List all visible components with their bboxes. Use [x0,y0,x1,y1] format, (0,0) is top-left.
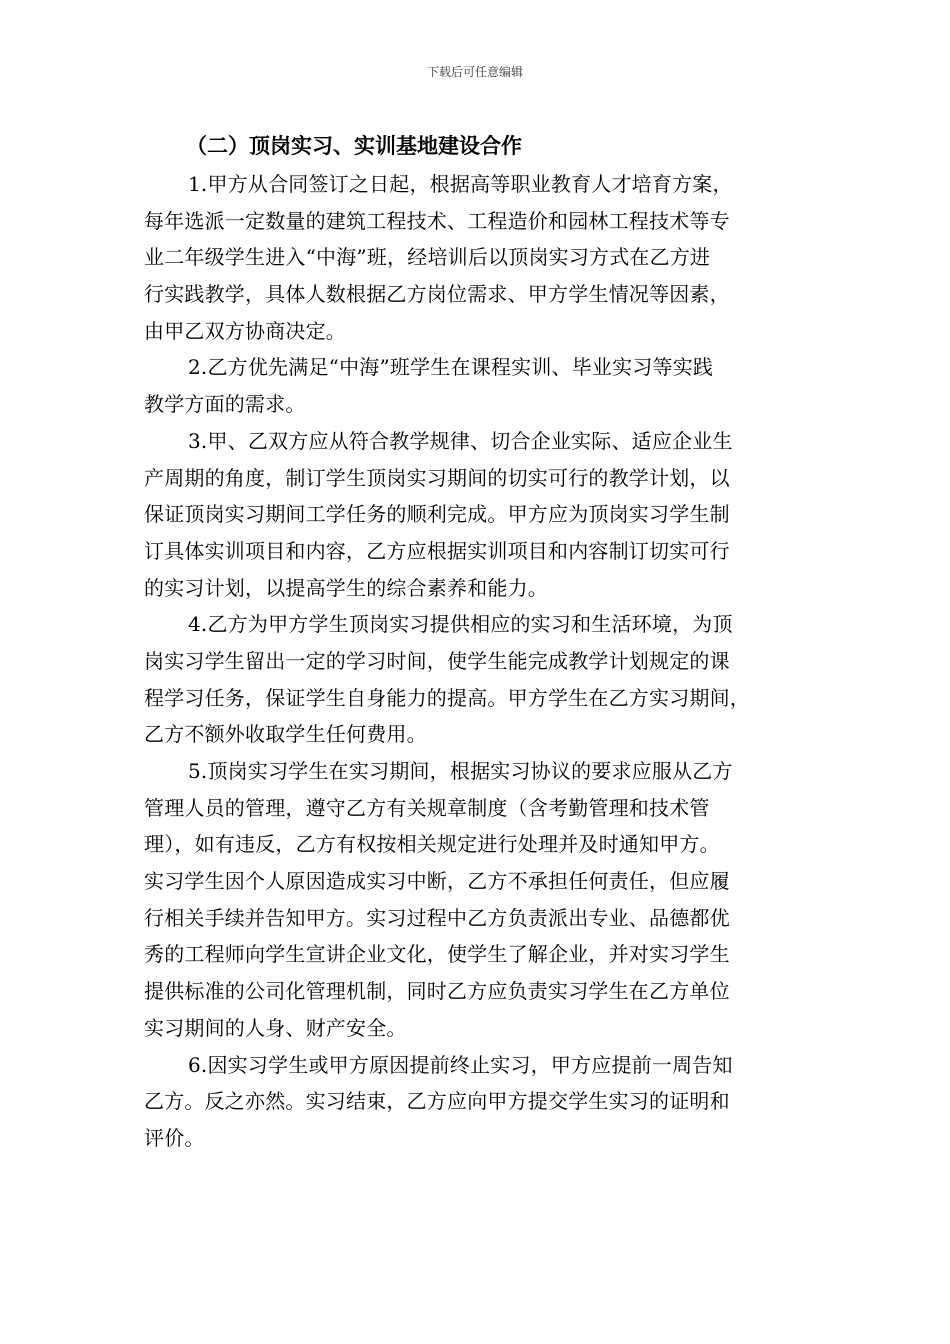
paragraph-line: 实习学生因个人原因造成实习中断，乙方不承担任何责任，但应履 [144,869,730,894]
document-body [144,126,818,1157]
paragraph-line: 保证顶岗实习期间工学任务的顺利完成。甲方应为顶岗实习学生制 [144,502,730,527]
paragraph-line: 每年选派一定数量的建筑工程技术、工程造价和园林工程技术等专 [144,208,730,233]
paragraph-line: 由甲乙双方协商决定。 [144,318,346,343]
paragraph-line: 6.因实习学生或甲方原因提前终止实习，甲方应提前一周告知 [188,1052,733,1077]
paragraph-line: 理），如有违反，乙方有权按相关规定进行处理并及时通知甲方。 [144,832,720,857]
paragraph-line: 评价。 [144,1125,205,1150]
paragraph-line: 提供标准的公司化管理机制，同时乙方应负责实习学生在乙方单位 [144,979,730,1004]
paragraph-line: 教学方面的需求。 [144,392,306,417]
paragraph-line: 4.乙方为甲方学生顶岗实习提供相应的实习和生活环境，为顶 [188,612,733,637]
paragraph-line: 管理人员的管理，遵守乙方有关规章制度（含考勤管理和技术管 [144,795,710,820]
paragraph-6 [144,1047,818,1157]
paragraph-line: 1.甲方从合同签订之日起，根据高等职业教育人才培育方案， [188,172,733,196]
page-header-note: 下载后可任意编辑 [426,65,523,79]
paragraph-line: 行实践教学，具体人数根据乙方岗位需求、甲方学生情况等因素， [144,282,730,307]
paragraph-line: 业二年级学生进入“中海”班，经培训后以顶岗实习方式在乙方进 [144,245,711,270]
paragraph-line: 程学习任务，保证学生自身能力的提高。甲方学生在乙方实习期间， [144,685,750,710]
paragraph-line: 产周期的角度，制订学生顶岗实习期间的切实可行的教学计划，以 [144,465,730,490]
paragraph-5 [144,753,818,1047]
paragraph-2 [144,349,818,422]
paragraph-line: 秀的工程师向学生宣讲企业文化，使学生了解企业，并对实习学生 [144,942,730,967]
paragraph-line: 乙方。反之亦然。实习结束，乙方应向甲方提交学生实习的证明和 [144,1089,730,1114]
paragraph-1 [144,166,818,349]
paragraph-line: 5.顶岗实习学生在实习期间，根据实习协议的要求应服从乙方 [188,759,733,783]
paragraph-line: 岗实习学生留出一定的学习时间，使学生能完成教学计划规定的课 [144,648,730,673]
paragraph-line: 3.甲、乙双方应从符合教学规律、切合企业实际、适应企业生 [188,428,733,453]
section-title: （二）顶岗实习、实训基地建设合作 [186,133,522,158]
paragraph-line: 订具体实训项目和内容，乙方应根据实训项目和内容制订切实可行 [144,538,730,563]
paragraph-line: 2.乙方优先满足“中海”班学生在课程实训、毕业实习等实践 [188,355,714,380]
paragraph-line: 乙方不额外收取学生任何费用。 [144,722,427,747]
paragraph-line: 实习期间的人身、财产安全。 [144,1015,407,1040]
paragraph-4 [144,606,818,753]
paragraph-line: 的实习计划，以提高学生的综合素养和能力。 [144,575,548,600]
paragraph-3 [144,423,818,606]
paragraph-line: 行相关手续并告知甲方。实习过程中乙方负责派出专业、品德都优 [144,905,730,930]
